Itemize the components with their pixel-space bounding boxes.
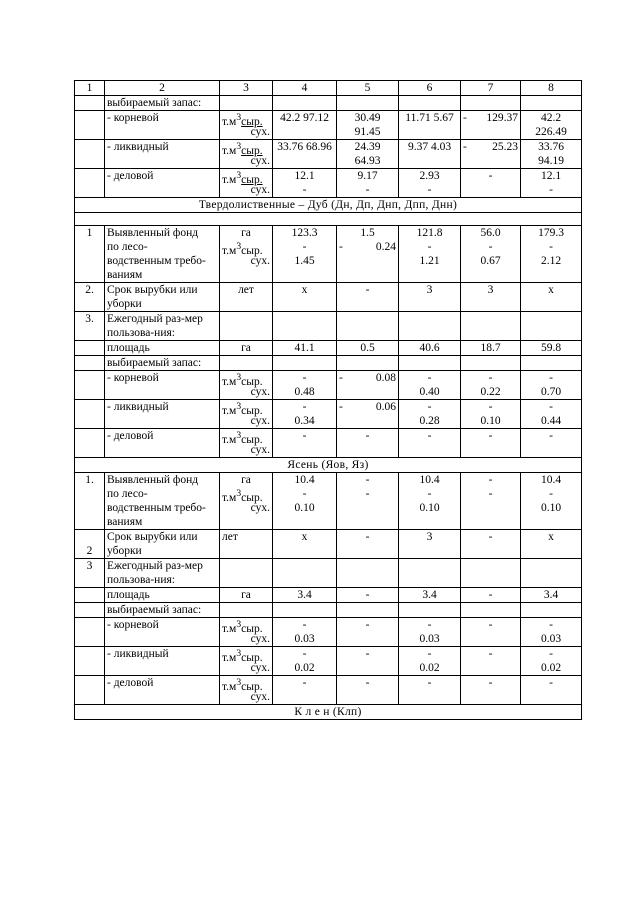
header-cell: 4 bbox=[273, 81, 337, 96]
forest-use-table bbox=[74, 80, 582, 720]
row-label: - деловой bbox=[105, 169, 220, 198]
table-row: 1. Выявленный фонд по лесо- водственным требо- ваниям га $т.м^3сыр$. сух. 10.4 - 0.10 - - 10.4 - 0.10 - - 10.4 - 0.10 bbox=[75, 473, 582, 530]
table-row: площадь га 41.1 0.5 40.6 18.7 59.8 bbox=[75, 341, 582, 356]
table-row: выбираемый запас: bbox=[75, 356, 582, 371]
header-cell: 5 bbox=[337, 81, 399, 96]
table-row: - корневой $т.м^3сыр$. сух. - 0.48 - 0.08 - 0.40 - 0.22 - 0.70 bbox=[75, 371, 582, 400]
table-row: - ликвидный $т.м^3сыр$. сух. 33.76 68.96 24.39 64.93 9.37 4.03 - 25.23 33.76 94.19 bbox=[75, 140, 582, 169]
row-label: - ликвидный bbox=[105, 140, 220, 169]
unit-cell: $т.м^3сыр$. сух. bbox=[220, 140, 273, 169]
table-row bbox=[75, 96, 582, 111]
row-label: выбираемый запас: bbox=[105, 96, 220, 111]
header-cell: 7 bbox=[461, 81, 521, 96]
table-row: - корневой $т.м^3сыр$. сух. 42.2 97.12 30.49 91.45 11.71 5.67 - 129.37 42.2 226.49 bbox=[75, 111, 582, 140]
table-row: выбираемый запас: bbox=[75, 603, 582, 618]
section-title-oak: Твердолиственные – Дуб (Дн, Дп, Днп, Дпп, Днн) bbox=[75, 198, 582, 213]
row-label: - корневой bbox=[105, 111, 220, 140]
section-title-row bbox=[75, 198, 582, 213]
header-row bbox=[75, 81, 582, 96]
header-cell: 6 bbox=[399, 81, 461, 96]
table-row: 2. Срок вырубки или уборки лет х - 3 3 х bbox=[75, 283, 582, 312]
table-row: площадь га 3.4 - 3.4 - 3.4 bbox=[75, 588, 582, 603]
table-row: 3. Ежегодный раз-мер пользова-ния: bbox=[75, 312, 582, 341]
table-row: - ликвидный $т.м^3сыр$. сух. - 0.02 - - 0.02 - - 0.02 bbox=[75, 647, 582, 676]
table-row: - деловой $т.м^3сыр$. сух. 12.1 - 9.17 - 2.93 - - 12.1 - bbox=[75, 169, 582, 198]
unit-cell: $т.м^3сыр$. сух. bbox=[220, 111, 273, 140]
table-row: - ликвидный $т.м^3сыр$. сух. - 0.34 - 0.06 - 0.28 - 0.10 - 0.44 bbox=[75, 400, 582, 429]
header-cell: 2 bbox=[105, 81, 220, 96]
table-row: - деловой $т.м^3сыр$. сух. - - - - - bbox=[75, 676, 582, 705]
section-title-maple: К л е н (Клп) bbox=[75, 705, 582, 720]
header-cell: 3 bbox=[220, 81, 273, 96]
table-row: 2 Срок вырубки или уборки лет х - 3 - х bbox=[75, 530, 582, 559]
table-row: - деловой $т.м^3сыр$. сух. - - - - - bbox=[75, 429, 582, 458]
table-row: 3 Ежегодный раз-мер пользова-ния: bbox=[75, 559, 582, 588]
unit-cell: $т.м^3сыр$. сух. bbox=[220, 169, 273, 198]
table-row: - корневой $т.м^3сыр$. сух. - 0.03 - - 0.03 - - 0.03 bbox=[75, 618, 582, 647]
header-cell: 8 bbox=[521, 81, 582, 96]
header-cell: 1 bbox=[75, 81, 105, 96]
section-title-row bbox=[75, 705, 582, 720]
table-row: 1 Выявленный фонд по лесо- водственным требо- ваниям га $т.м^3сыр$. сух. 123.3 - 1.45 1.5 - 0.24 121.8 - 1.21 56.0 - 0.67 179.3 - 2.12 bbox=[75, 226, 582, 283]
section-title-ash: Ясень (Яов, Яз) bbox=[75, 458, 582, 473]
section-title-row bbox=[75, 458, 582, 473]
